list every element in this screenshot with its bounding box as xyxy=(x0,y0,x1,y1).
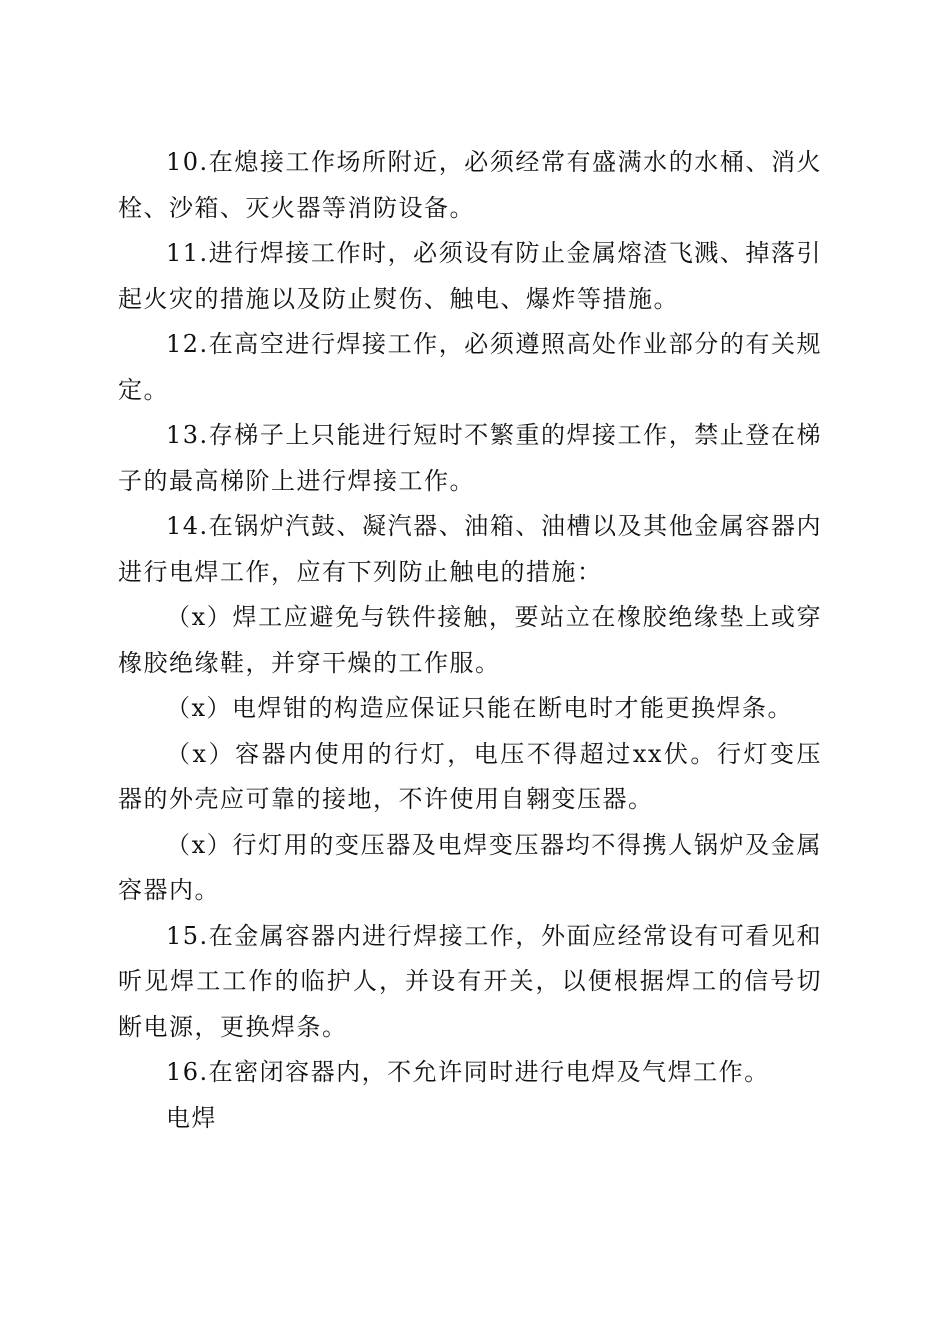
paragraph-item-15: 15.在金属容器内进行焊接工作，外面应经常设有可看见和听见焊工工作的临护人，并设有开关，以便根据焊工的信号切断电源，更换焊条。 xyxy=(118,921,822,1041)
paragraph-item-14: 14.在锅炉汽鼓、凝汽器、油箱、油槽以及其他金属容器内进行电焊工作，应有下列防止触电的措施： xyxy=(118,512,822,586)
paragraph-subitem-3: （x）容器内使用的行灯，电压不得超过xx伏。行灯变压器的外壳应可靠的接地，不许使用自翱变压器。 xyxy=(118,739,822,813)
paragraph-item-10: 10.在熄接工作场所附近，必须经常有盛满水的水桶、消火栓、沙箱、灭火器等消防设备。 xyxy=(118,148,822,222)
paragraph-subitem-2: （x）电焊钳的构造应保证只能在断电时才能更换焊条。 xyxy=(166,694,794,722)
paragraph-subitem-1: （x）焊工应避免与铁件接触，要站立在橡胶绝缘垫上或穿橡胶绝缘鞋，并穿干燥的工作服。 xyxy=(118,603,822,677)
document-body xyxy=(118,140,822,1141)
section-heading-electric-welding: 电焊 xyxy=(166,1103,217,1132)
paragraph-item-13: 13.存梯子上只能进行短时不繁重的焊接工作，禁止登在梯子的最高梯阶上进行焊接工作。 xyxy=(118,421,822,495)
paragraph-item-16: 16.在密闭容器内，不允许同时进行电焊及气焊工作。 xyxy=(166,1058,770,1086)
paragraph-item-11: 11.进行焊接工作时，必须设有防止金属熔渣飞溅、掉落引起火灾的措施以及防止熨伤、触电、爆炸等措施。 xyxy=(118,239,822,313)
paragraph-subitem-4: （x）行灯用的变压器及电焊变压器均不得携人锅炉及金属容器内。 xyxy=(118,830,822,904)
paragraph-item-12: 12.在高空进行焊接工作，必须遵照高处作业部分的有关规定。 xyxy=(118,330,822,404)
